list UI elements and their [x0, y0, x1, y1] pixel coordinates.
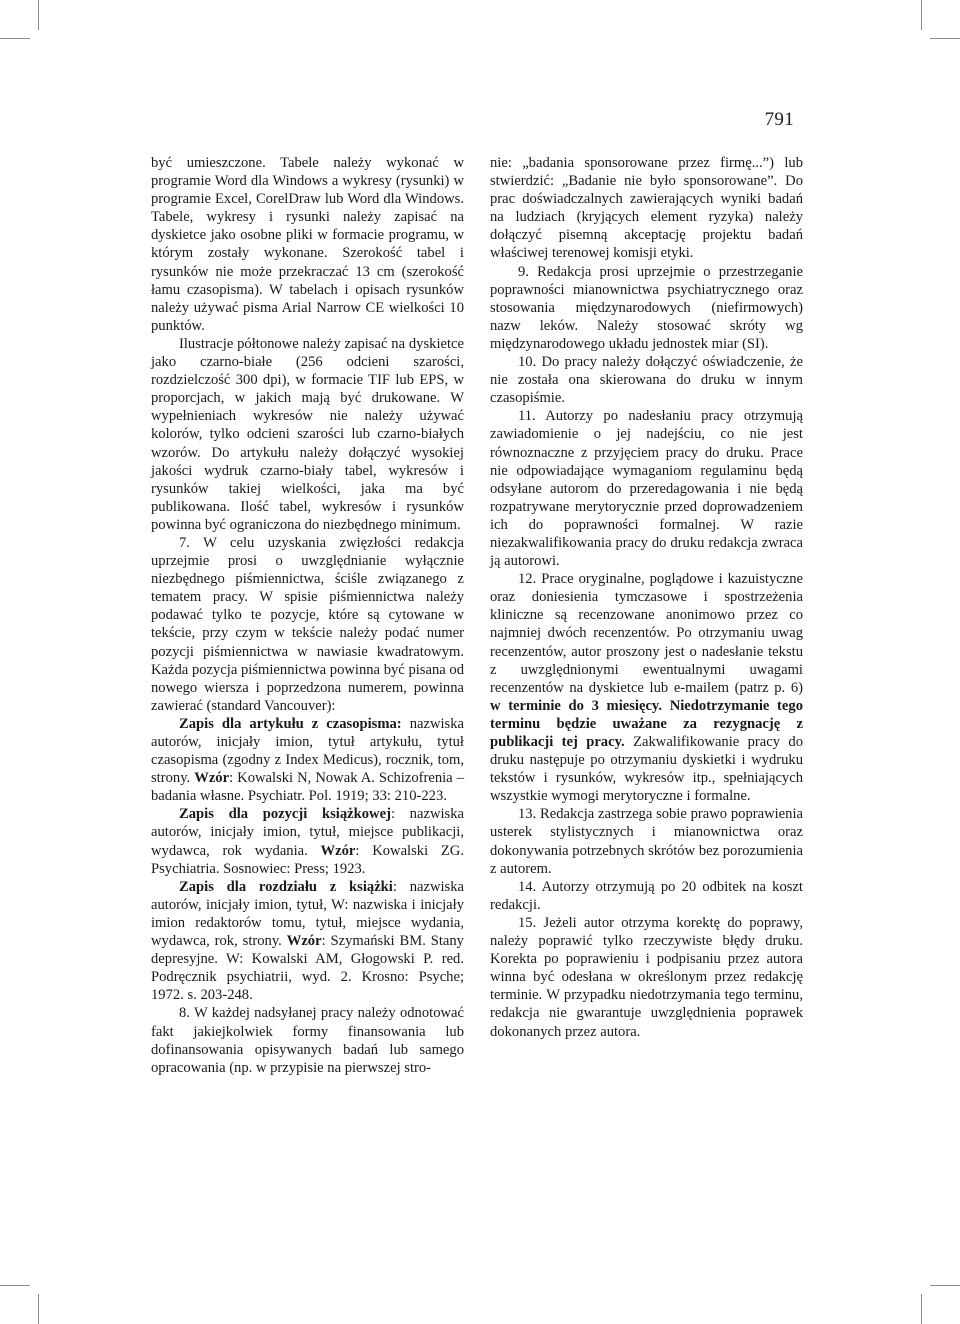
text-run: 12. Prace oryginalne, poglądowe i kazuistyczne oraz doniesienia tymczasowe i spostrzeżenia kliniczne są recenzowane anonimowo przez co najmniej dwóch recenzentów. Po otrzymaniu uwag recenzentów, autor proszony jest o nadesłanie tekstu z uwzględnionymi ewentualnymi uwagami recenzentów na dyskietce lub e-mailem (patrz p. 6) — [490, 571, 803, 696]
paragraph — [490, 805, 803, 877]
paragraph — [490, 570, 803, 805]
text-run: 11. Autorzy po nadesłaniu pracy otrzymują zawiadomienie o jej nadejściu, co nie jest równoznaczne z przyjęciem pracy do druku. Prace nie odpowiadające wymaganiom regulaminu będą odsyłane autorom do przeredagowania i nie będą rozpatrywane merytorycznie przed doprowadzeniem ich do poprawności formalnej. W razie niezakwalifikowania pracy do druku redakcja zwraca ją autorowi. — [490, 408, 803, 570]
bold-text: w terminie do 3 miesięcy. Niedotrzymanie tego terminu będzie uważane za rezygnację z publikacji tej pracy. — [490, 697, 803, 750]
crop-mark-top-left-v — [38, 0, 39, 30]
bold-text: Zapis dla rozdziału z książki — [179, 878, 393, 895]
text-run: nie: „badania sponsorowane przez firmę...”) lub stwierdzić: „Badanie nie było sponsorowane”. Do prac doświadczalnych zawierających wyniki badań na ludziach (kryjących element ryzyka) należy dołączyć pisemną akceptację projektu badań właściwej terenowej komisji etyki. — [490, 155, 803, 262]
bold-text: Wzór — [286, 933, 322, 950]
paragraph — [490, 878, 803, 914]
crop-mark-bottom-right-h — [930, 1285, 960, 1286]
paragraph — [151, 154, 464, 335]
paragraph — [151, 805, 464, 877]
paragraph — [490, 407, 803, 570]
text-run: Zakwalifikowanie pracy do druku następuje po otrzymaniu dyskietki i wydruku tekstów i rysunków, wykresów itp., spełniających wszystkie wymogi merytoryczne i formalne. — [490, 734, 803, 805]
crop-mark-top-right-h — [930, 38, 960, 39]
text-run: : nazwiska autorów, inicjały imion, tytuł, W: nazwiska i inicjały imion redaktorów tomu, tytuł, miejsce wydania, wydawca, rok, strony. — [151, 878, 464, 950]
bold-text: Wzór — [320, 842, 356, 859]
text-run: : Kowalski ZG. Psychiatria. Sosnowiec: Press; 1923. — [151, 842, 464, 877]
left-column — [151, 154, 464, 1077]
text-run: 15. Jeżeli autor otrzyma korektę do poprawy, należy poprawić tylko rzeczywiste błędy druku. Korekta po poprawieniu i podpisaniu przez autora winna być odesłana w określonym przez redakcję terminie. W przypadku niedotrzymania tego terminu, redakcja nie gwarantuje uwzględnienia poprawek dokonanych przez autora. — [490, 914, 803, 1040]
crop-mark-bottom-left-h — [0, 1285, 30, 1286]
paragraph — [151, 715, 464, 805]
paragraph — [151, 1004, 464, 1076]
text-run: 7. W celu uzyskania zwięzłości redakcja uprzejmie prosi o uwzględnianie wyłącznie niezbędnego piśmiennictwa, ściśle związanego z tematem pracy. W spisie piśmiennictwa należy podawać tylko te pozycje, które są cytowane w tekście, przy czym w tekście należy podać numer pozycji piśmiennictwa w nawiasie kwadratowym. Każda pozycja piśmiennictwa powinna być pisana od nowego wiersza i poprzedzona numerem, powinna zawierać (standard Vancouver): — [151, 534, 464, 714]
bold-text: Wzór — [194, 770, 230, 787]
paragraph — [490, 263, 803, 353]
bold-text: Zapis dla pozycji książkowej — [179, 806, 391, 823]
bold-text: Zapis dla artykułu z czasopisma: — [179, 715, 402, 732]
text-run: 14. Autorzy otrzymują po 20 odbitek na koszt redakcji. — [490, 878, 803, 913]
text-run: być umieszczone. Tabele należy wykonać w programie Word dla Windows a wykresy (rysunki) w programie Excel, CorelDraw lub Word dla Windows. Tabele, wykresy i rysunki należy zapisać na dyskietce jako osobne pliki w formacie programu, w którym zostały wykonane. Szerokość tabel i rysunków nie może przekraczać 13 cm (szerokość łamu czasopisma). W tabelach i opisach rysunków należy używać pisma Arial Narrow CE wielkości 10 punktów. — [151, 155, 464, 334]
text-run: nazwiska autorów, inicjały imion, tytuł artykułu, tytuł czasopisma (zgodny z Index Medicus), rocznik, tom, strony. — [151, 715, 464, 787]
text-run: Ilustracje półtonowe należy zapisać na dyskietce jako czarno-białe (256 odcieni szarości, rozdzielczość 300 dpi), w formacie TIF lub EPS, w proporcjach, w jakich mają być drukowane. W wypełnieniach wykresów nie należy używać kolorów, tylko odcieni szarości lub czarno-białych wzorów. Do artykułu należy dołączyć wysokiej jakości wydruk czarno-biały tabel, wykresów i rysunków takiej wielkości, jaka ma być publikowana. Ilość tabel, wykresów i rysunków powinna być ograniczona do niezbędnego minimum. — [151, 335, 464, 533]
text-run: : Szymański BM. Stany depresyjne. W: Kowalski AM, Głogowski P. red. Podręcznik psychiatrii, wyd. 2. Krosno: Psyche; 1972. s. 203-248. — [151, 933, 464, 1004]
right-column — [490, 154, 803, 1041]
text-run: 9. Redakcja prosi uprzejmie o przestrzeganie poprawności mianownictwa psychiatrycznego oraz stosowania międzynarodowych (niefirmowych) nazw leków. Należy stosować skróty wg międzynarodowego układu jednostek miar (SI). — [490, 263, 803, 352]
paragraph — [151, 878, 464, 1005]
paragraph — [490, 914, 803, 1041]
text-run: 8. W każdej nadsyłanej pracy należy odnotować fakt jakiejkolwiek formy finansowania lub dofinansowania opisywanych badań lub samego opracowania (np. w przypisie na pierwszej stro- — [151, 1005, 464, 1076]
crop-mark-bottom-left-v — [38, 1294, 39, 1324]
paragraph — [490, 154, 803, 263]
text-run: : Kowalski N, Nowak A. Schizofrenia – badania własne. Psychiatr. Pol. 1919; 33: 210-223. — [151, 770, 464, 805]
paragraph — [151, 534, 464, 715]
crop-mark-bottom-right-v — [921, 1294, 922, 1324]
crop-mark-top-right-v — [921, 0, 922, 30]
paragraph — [490, 353, 803, 407]
paragraph — [151, 335, 464, 534]
text-run: : nazwiska autorów, inicjały imion, tytuł, miejsce publikacji, wydawca, rok wydania. — [151, 806, 464, 859]
text-run: 10. Do pracy należy dołączyć oświadczenie, że nie została ona skierowana do druku w innym czasopiśmie. — [490, 354, 803, 407]
text-run: 13. Redakcja zastrzega sobie prawo poprawienia usterek stylistycznych i mianownictwa oraz dokonywania potrzebnych skrótów bez porozumienia z autorem. — [490, 806, 803, 877]
page-number: 791 — [764, 109, 794, 130]
crop-mark-top-left-h — [0, 38, 30, 39]
